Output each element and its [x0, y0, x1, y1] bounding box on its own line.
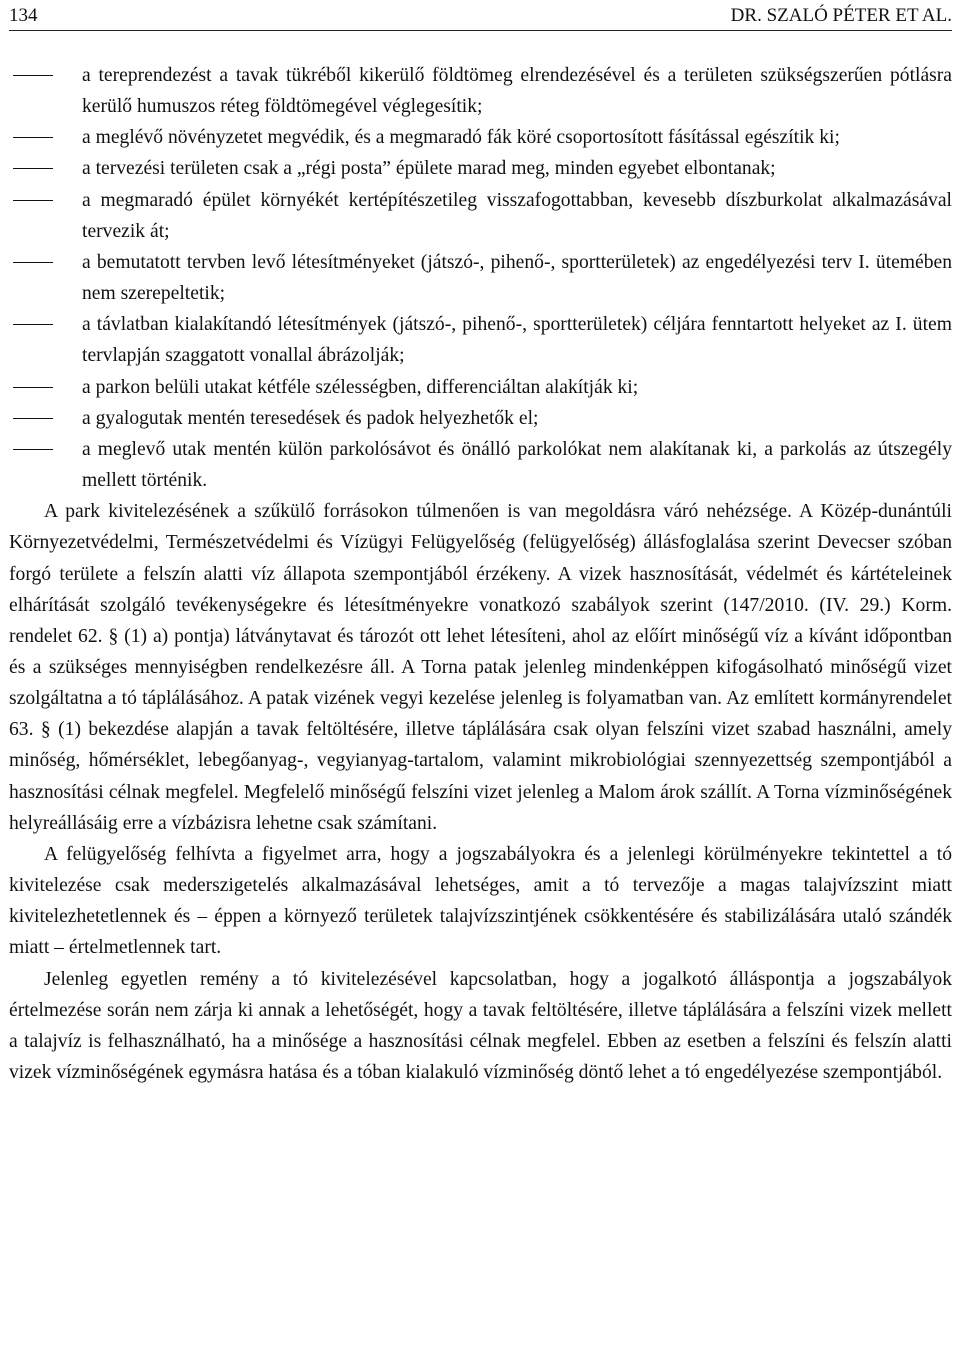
dash-bullet: [13, 168, 53, 169]
list-item: a tervezési területen csak a „régi posta” épülete marad meg, minden egyebet elbontanak;: [9, 153, 952, 184]
paragraph: A park kivitelezésének a szűkülő forrásokon túlmenően is van megoldásra váró nehézsége. A Közép-dunántúli Környezetvédelmi, Természetvédelmi és Vízügyi Felügyelőség (felügyelőség) állásfoglalása szerint Devecser szóban forgó területe a felszín alatti víz állapota szempontjából érzékeny. A vizek hasznosítását, védelmét és kártételeinek elhárítását szolgáló tevékenységekre és létesítményekre vonatkozó szabályok szerint (147/2010. (IV. 29.) Korm. rendelet 62. § (1) a) pontja) látványtavat és tározót ott lehet létesíteni, ahol az előírt minőségű víz a kívánt időpontban és a szükséges mennyiségben rendelkezésre áll. A Torna patak jelenleg mindenképpen kifogásolható minőségű vizet szolgáltatna a tó táplálásához. A patak vizének vegyi kezelése jelenleg is folyamatban van. Az említett kormányrendelet 63. § (1) bekezdése alapján a tavak feltöltésére, illetve táplálására csak olyan felszíni vizet szabad használni, amely minőség, hőmérséklet, lebegőanyag-, vegyianyag-tartalom, valamint mikrobiológiai szennyezettség szempontjából a hasznosítási célnak megfelel. Megfelelő minőségű felszíni vizet jelenleg a Malom árok szállít. A Torna vízminőségének helyreállásáig erre a vízbázisra lehetne csak számítani.: [9, 501, 952, 834]
document-page: [9, 0, 952, 1088]
body-text: [9, 60, 952, 1088]
list-item: a távlatban kialakítandó létesítmények (játszó-, pihenő-, sportterületek) céljára fenntartott helyeket az I. ütem tervlapján szaggatott vonallal ábrázolják;: [9, 309, 952, 371]
dash-list: [9, 60, 952, 496]
page-header: [9, 0, 952, 31]
dash-bullet: [13, 75, 53, 76]
list-item: a meglévő növényzetet megvédik, és a megmaradó fák köré csoportosított fásítással egészítik ki;: [9, 122, 952, 153]
dash-bullet: [13, 137, 53, 138]
dash-bullet: [13, 262, 53, 263]
dash-bullet: [13, 418, 53, 419]
list-item: a tereprendezést a tavak tükréből kikerülő földtömeg elrendezésével és a területen szükségszerűen pótlásra kerülő humuszos réteg földtömegével véglegesítik;: [9, 60, 952, 122]
list-item: a bemutatott tervben levő létesítményeket (játszó-, pihenő-, sportterületek) az engedélyezési terv I. ütemében nem szerepeltetik;: [9, 247, 952, 309]
dash-bullet: [13, 324, 53, 325]
paragraph: Jelenleg egyetlen remény a tó kivitelezésével kapcsolatban, hogy a jogalkotó álláspontja a jogszabályok értelmezése során nem zárja ki annak a lehetőségét, hogy a tavak feltöltésére, illetve táplálására a felszíni vizek mellett a talajvíz is felhasználható, ha a minősége a hasznosítási célnak megfelel. Ebben az esetben a felszíni és felszín alatti vizek vízminőségének egymásra hatása és a tóban kialakuló vízminőség döntő lehet a tó engedélyezése szempontjából.: [9, 968, 952, 1083]
dash-bullet: [13, 200, 53, 201]
list-item: a meglevő utak mentén külön parkolósávot és önálló parkolókat nem alakítanak ki, a parkolás az útszegély mellett történik.: [9, 434, 952, 496]
paragraph: A felügyelőség felhívta a figyelmet arra, hogy a jogszabályokra és a jelenlegi körülményekre tekintettel a tó kivitelezése csak mederszigetelés alkalmazásával lehetséges, amit a tó tervezője a magas talajvízszint miatt kivitelezhetetlennek és – éppen a környező területek talajvízszintjének csökkentésére és stabilizálására utaló szándék miatt – értelmetlennek tart.: [9, 843, 952, 959]
running-head: DR. SZALÓ PÉTER ET AL.: [730, 5, 952, 26]
list-item: a gyalogutak mentén teresedések és padok helyezhetők el;: [9, 403, 952, 434]
dash-bullet: [13, 449, 53, 450]
page-number: 134: [9, 5, 38, 26]
dash-bullet: [13, 387, 53, 388]
list-item: a megmaradó épület környékét kertépítészetileg visszafogottabban, kevesebb díszburkolat alkalmazásával tervezik át;: [9, 185, 952, 247]
list-item: a parkon belüli utakat kétféle szélességben, differenciáltan alakítják ki;: [9, 372, 952, 403]
